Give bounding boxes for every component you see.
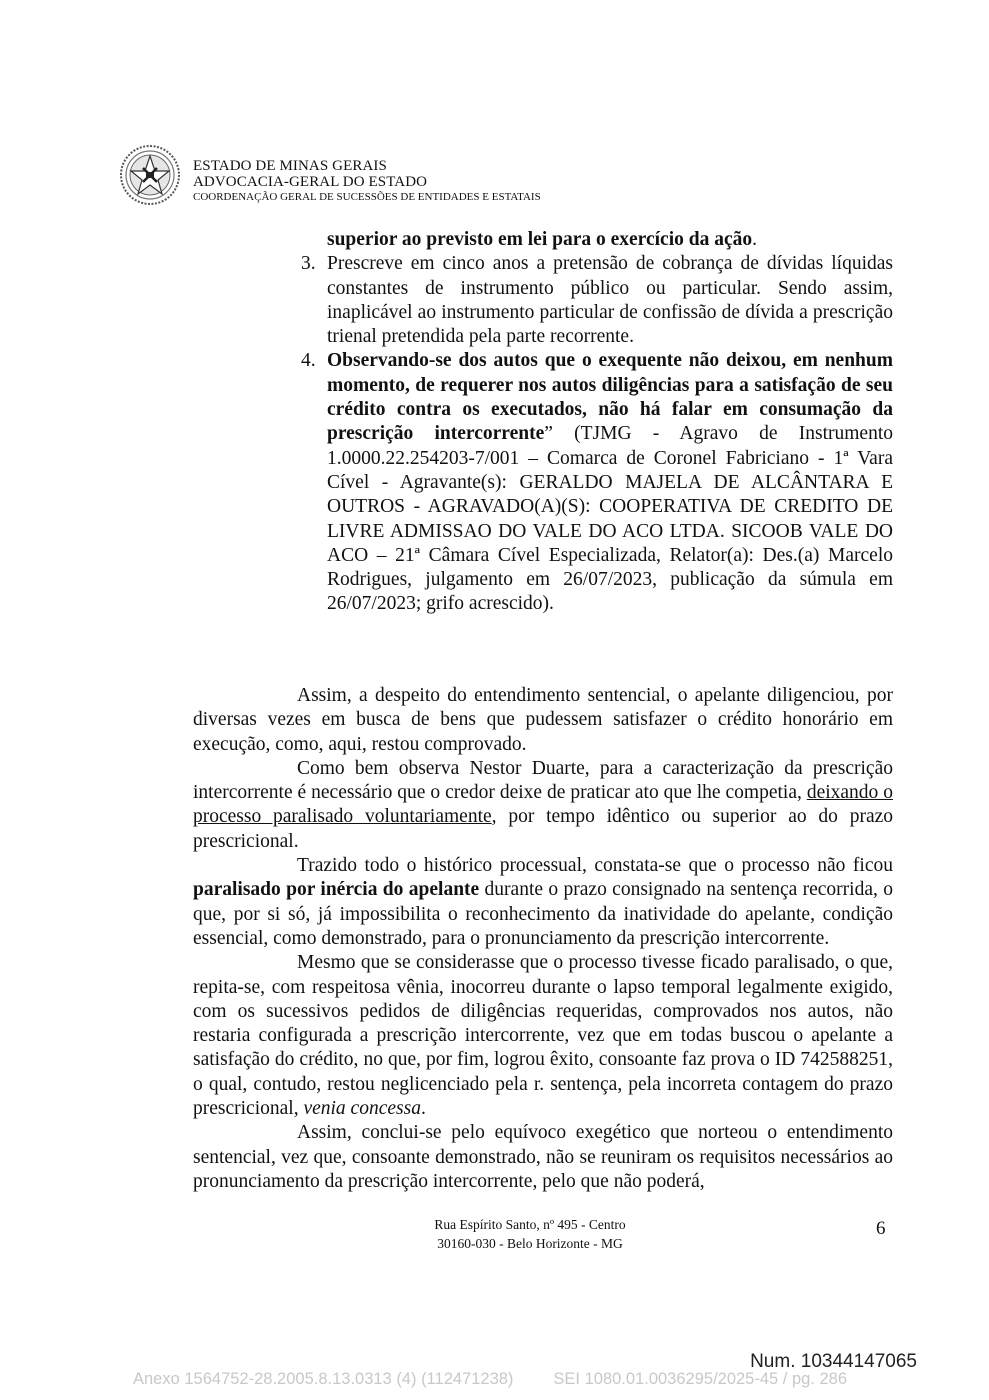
coat-of-arms-seal — [119, 144, 181, 206]
list-item-citation: ” (TJMG - Agravo de Instrumento 1.0000.22.254203-7/001 – Comarca de Coronel Fabriciano - 1ª Vara Cível - Agravante(s): GERALDO MAJELA DE ALCÂNTARA E OUTROS - AGRAVADO(A)(S): COOPERATIVA DE CREDITO DE LIVRE ADMISSAO DO VALE DO ACO LTDA. SICOOB VALE DO ACO – 21ª Câmara Cível Especializada, Relator(a): Des.(a) Marcelo Rodrigues, julgamento em 26/07/2023, publicação da súmula em 26/07/2023; grifo acrescido). — [327, 423, 894, 615]
document-number: Num. 10344147065 — [750, 1351, 917, 1372]
list-number: 3. — [301, 253, 316, 275]
paragraph-3-text: Trazido todo o histórico processual, constata-se que o processo não ficou — [297, 855, 893, 877]
letterhead-agency: ADVOCACIA-GERAL DO ESTADO — [193, 174, 428, 190]
page-number: 6 — [876, 1218, 886, 1239]
footer-city: 30160-030 - Belo Horizonte - MG — [437, 1236, 623, 1251]
footer-address — [380, 1215, 680, 1253]
annex-stamp — [133, 1370, 847, 1389]
list-item-text: Prescreve em cinco anos a pretensão de cobrança de dívidas líquidas constantes de instrumento público ou particular. Sendo assim, inaplicável ao instrumento particular de confissão de dívida a prescrição trienal pretendida pela parte recorrente. — [327, 253, 893, 348]
paragraph-4-text-end: . — [420, 1098, 426, 1120]
list-item-bold-text: Observando-se dos autos que o exequente não deixou, em nenhum momento, de requerer nos autos diligências para a satisfação de seu crédito contra os executados, não há falar em consumação da prescrição intercorrente — [327, 350, 893, 445]
paragraph-3 — [193, 854, 893, 951]
continuation-bold-text: superior ao previsto em lei para o exercício da ação — [327, 229, 753, 250]
quoted-ementa-list — [301, 228, 893, 617]
continuation-end: . — [752, 229, 758, 250]
sei-reference: SEI 1080.01.0036295/2025-45 / pg. 286 — [553, 1370, 848, 1388]
paragraph-2-text-end: , por tempo idêntico ou superior ao do prazo prescricional. — [193, 806, 893, 852]
paragraph-4-italic: venia concessa — [303, 1098, 421, 1120]
list-number: 4. — [301, 350, 316, 372]
paragraph-5: Assim, conclui-se pelo equívoco exegético que norteou o entendimento sentencial, vez que, consoante demonstrado, não se reuniram os requisitos necessários ao pronunciamento da prescrição intercorrente, pelo que não poderá, — [193, 1122, 893, 1192]
list-item-3 — [301, 252, 893, 349]
letterhead-department: COORDENAÇÃO GERAL DE SUCESSÕES DE ENTIDADES E ESTATAIS — [193, 191, 541, 203]
body-text — [193, 684, 893, 1194]
annex-reference: Anexo 1564752-28.2005.8.13.0313 (4) (112471238) — [133, 1370, 514, 1388]
paragraph-2-underlined: deixando o processo paralisado voluntariamente — [193, 782, 893, 828]
paragraph-4 — [193, 951, 893, 1121]
paragraph-2-text: Como bem observa Nestor Duarte, para a caracterização da prescrição intercorrente é necessário que o credor deixe de praticar ato que lhe competia, — [193, 757, 893, 804]
letterhead — [193, 158, 541, 204]
paragraph-4-text: Mesmo que se considerasse que o processo tivesse ficado paralisado, o que, repita-se, com respeitosa vênia, inocorreu durante o lapso temporal legalmente exigido, com os sucessivos pedidos de diligências requeridas, comprovados nos autos, não restaria configurada a prescrição intercorrente, vez que em todas buscou o apelante a satisfação do crédito, no que, por fim, logrou êxito, consoante faz prova o ID 742588251, o qual, contudo, restou neglicenciado pela r. sentença, pela incorreta contagem do prazo prescricional, — [193, 952, 893, 1120]
list-item-continuation — [301, 228, 893, 252]
paragraph-1: Assim, a despeito do entendimento sentencial, o apelante diligenciou, por diversas vezes em busca de bens que pudessem satisfazer o crédito honorário em execução, como, aqui, restou comprovado. — [193, 685, 893, 755]
footer-street: Rua Espírito Santo, nº 495 - Centro — [434, 1217, 626, 1232]
paragraph-3-text-end: durante o prazo consignado na sentença recorrida, o que, por si só, já impossibilita o reconhecimento da inatividade do apelante, condição essencial, como demonstrado, para o pronunciamento da prescrição intercorrente. — [193, 879, 893, 949]
paragraph-3-bold: paralisado por inércia do apelante — [193, 879, 480, 901]
list-item-4 — [301, 349, 893, 616]
letterhead-state: ESTADO DE MINAS GERAIS — [193, 158, 387, 174]
paragraph-2 — [193, 757, 893, 854]
